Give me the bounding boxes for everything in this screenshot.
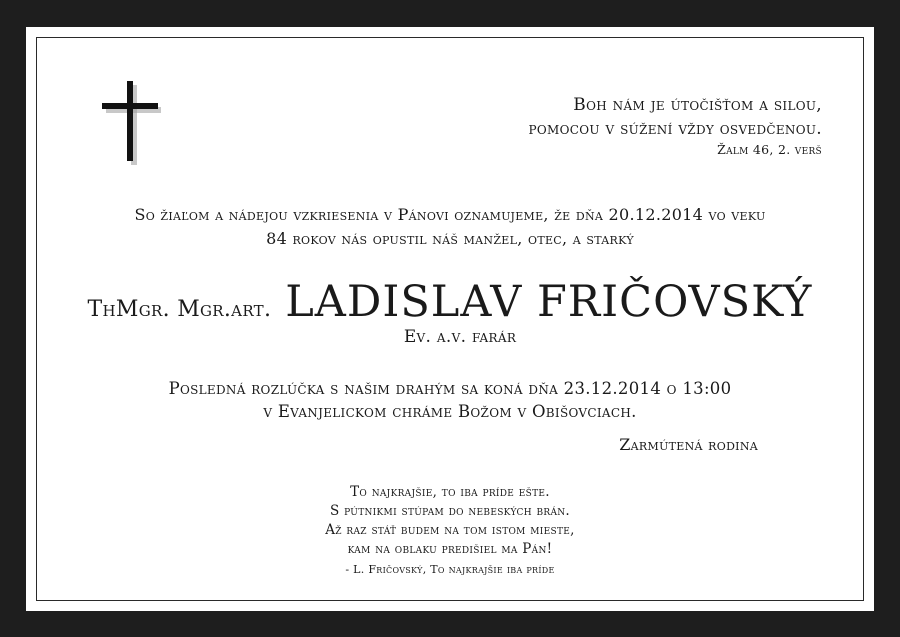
- funeral-line-2: v Evanjelickom chráme Božom v Obišovciach.: [263, 402, 637, 421]
- cross-icon: [101, 80, 161, 165]
- poem-line: S pútnikmi stúpam do nebeských brán.: [329, 503, 571, 519]
- announcement-line-1: So žiaľom a nádejou vzkriesenia v Pánovi oznamujeme, že dňa 20.12.2014 vo veku: [134, 205, 766, 224]
- poem-attribution: - L. Fričovský, To najkrajšie iba príde: [345, 563, 555, 576]
- funeral-line-1: Posledná rozlúčka s našim drahým sa koná dňa 23.12.2014 o 13:00: [168, 379, 732, 398]
- poem-line: kam na oblaku predišiel ma Pán!: [347, 541, 553, 557]
- death-announcement: [26, 203, 874, 251]
- academic-titles: ThMgr. Mgr.art.: [87, 297, 272, 322]
- poem-line: Až raz stáť budem na tom istom mieste,: [325, 522, 575, 538]
- psalm-line-1: Boh nám je útočišťom a silou,: [573, 95, 822, 115]
- obituary-card: [26, 27, 874, 611]
- deceased-position: Ev. a.v. farár: [403, 327, 517, 347]
- deceased-name-block: [26, 277, 874, 327]
- family-signature: Zarmútená rodina: [619, 435, 758, 454]
- poem: [26, 483, 874, 581]
- psalm-quote: [529, 93, 822, 159]
- deceased-name: LADISLAV FRIČOVSKÝ: [285, 277, 813, 327]
- funeral-details: [26, 377, 874, 423]
- announcement-line-2: 84 rokov nás opustil náš manžel, otec, a starký: [266, 229, 634, 248]
- psalm-reference: Žalm 46, 2. verš: [717, 142, 822, 157]
- psalm-line-2: pomocou v súžení vždy osvedčenou.: [528, 119, 822, 139]
- poem-line: To najkrajšie, to iba príde ešte.: [350, 484, 550, 500]
